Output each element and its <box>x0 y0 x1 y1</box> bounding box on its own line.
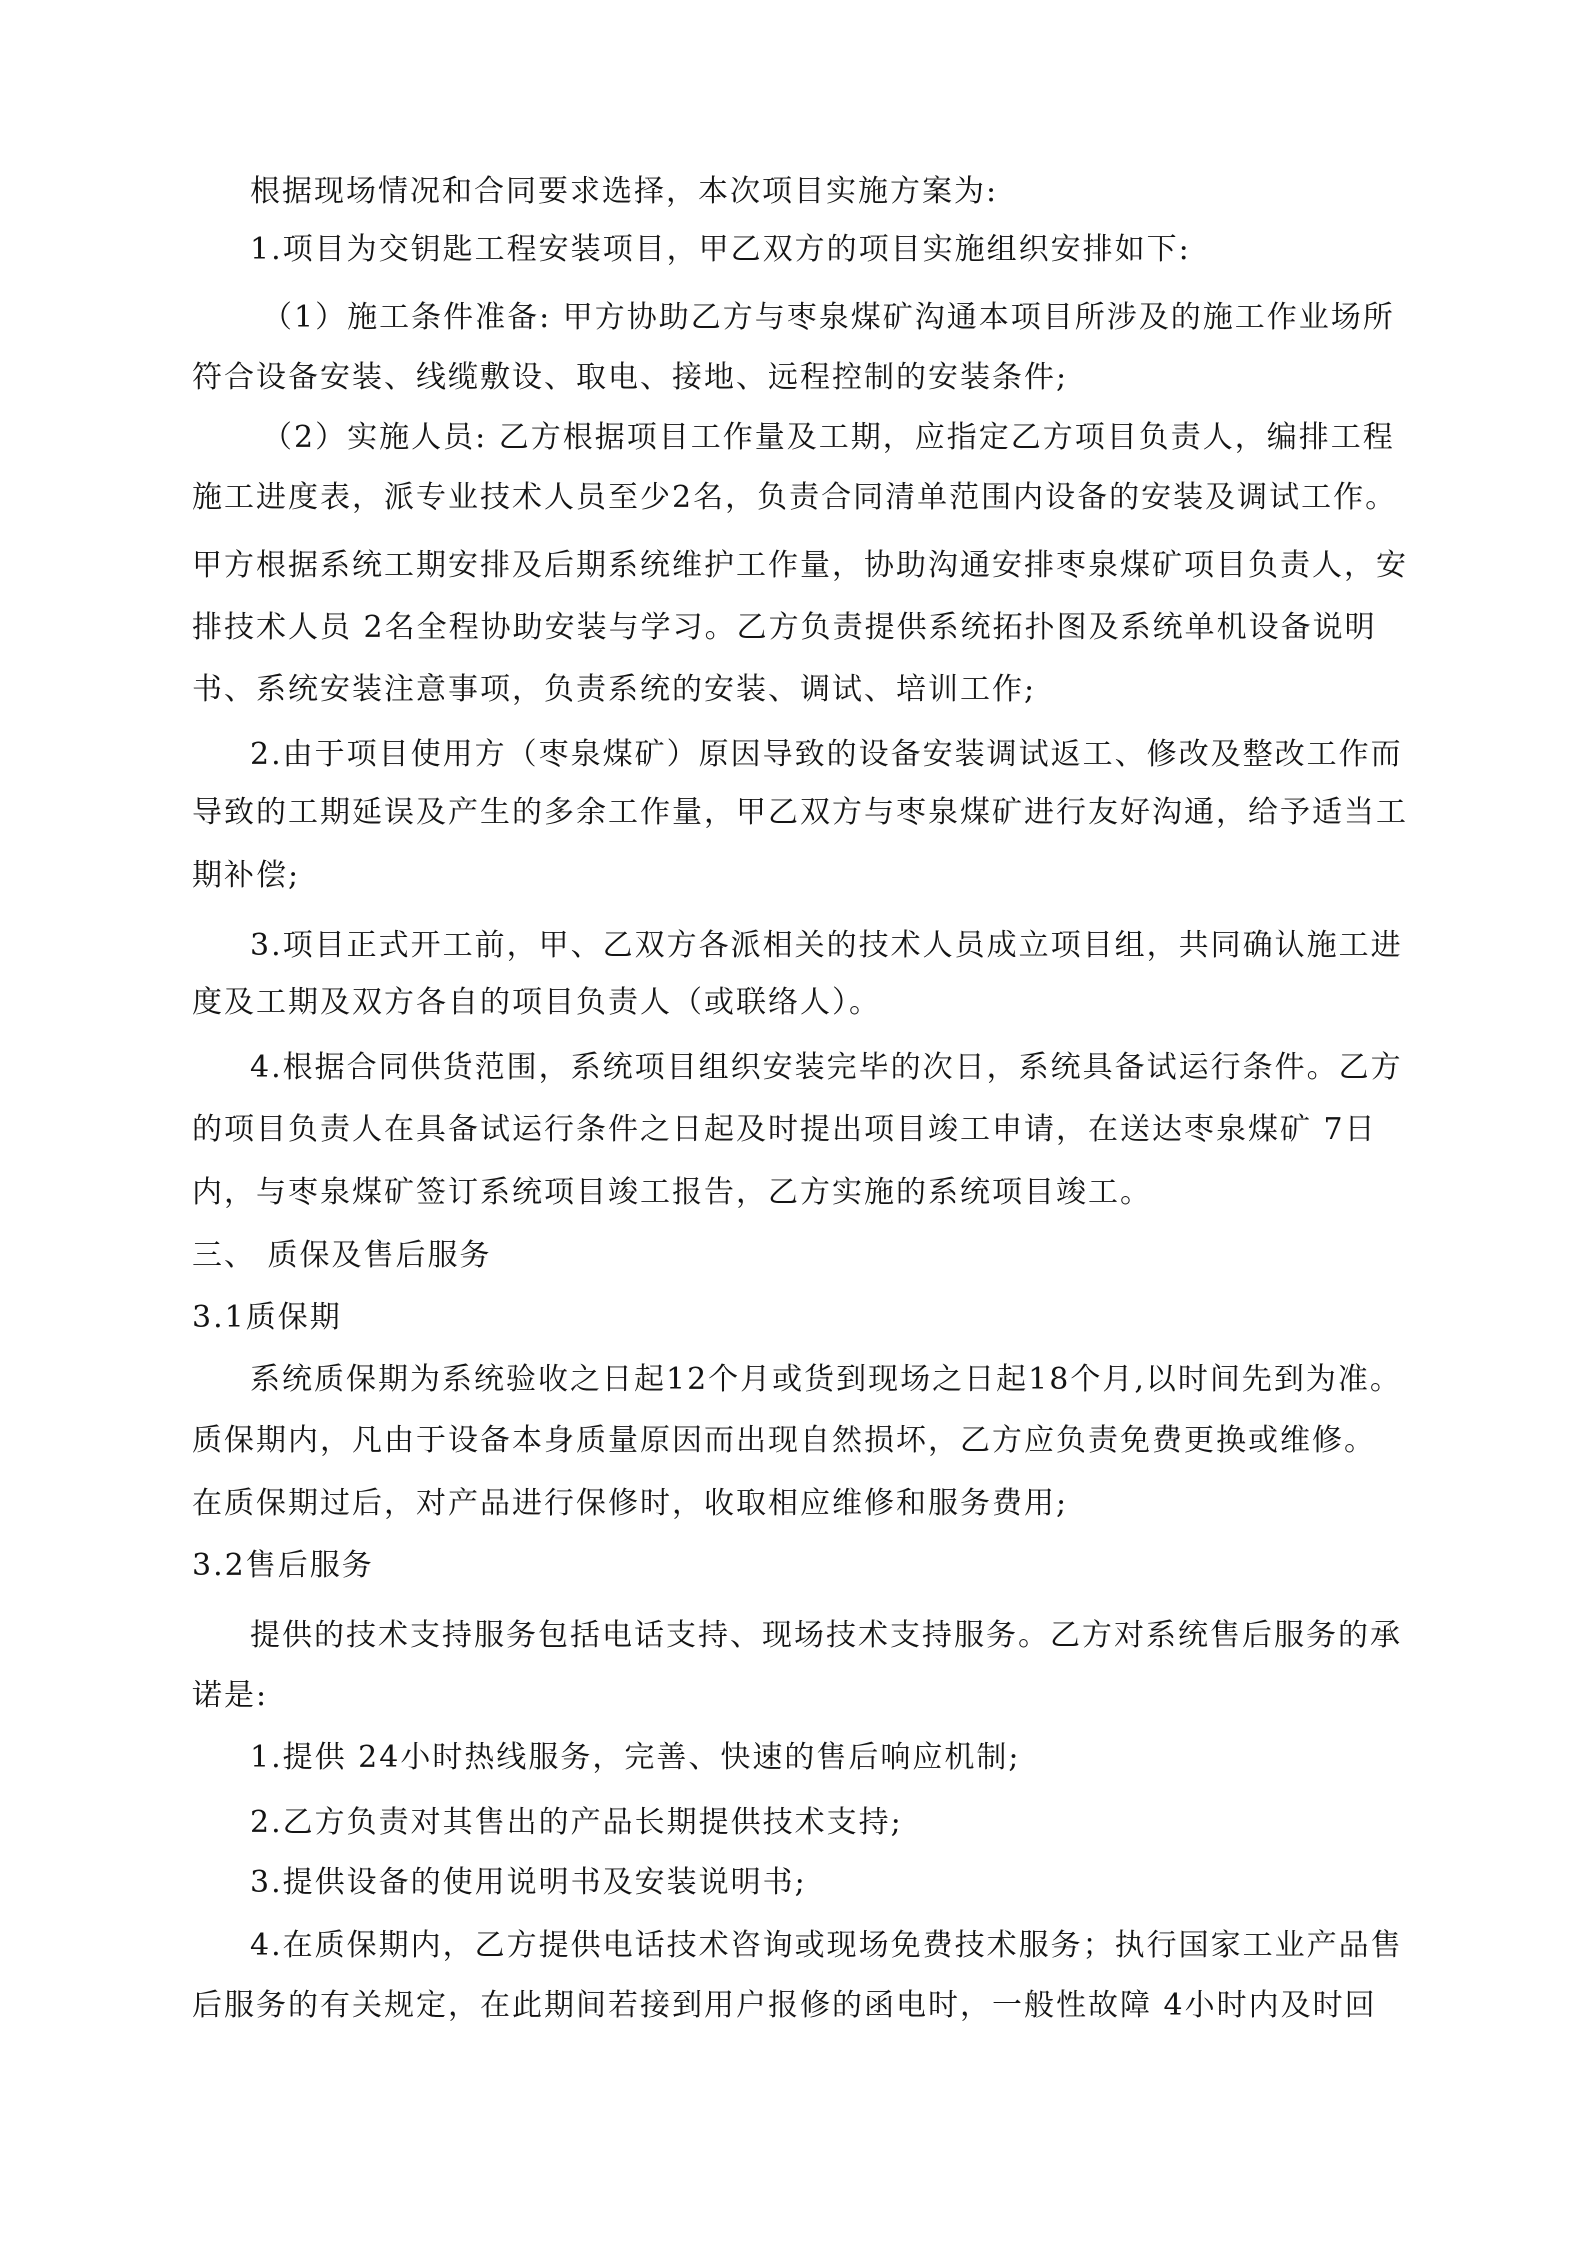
section-3-1-line-2: 质保期内，凡由于设备本身质量原因而出现自然损坏，乙方应负责免费更换或维修。 <box>192 1423 1376 1458</box>
section-3-1-line-1: 系统质保期为系统验收之日起12个月或货到现场之日起18个月,以时间先到为准。 <box>250 1362 1402 1397</box>
sub-item-2-line-2: 施工进度表，派专业技术人员至少2名，负责合同清单范围内设备的安装及调试工作。 <box>192 480 1398 515</box>
item-4-line-3: 内，与枣泉煤矿签订系统项目竣工报告，乙方实施的系统项目竣工。 <box>192 1175 1152 1210</box>
section-3-2-line-1: 提供的技术支持服务包括电话支持、现场技术支持服务。乙方对系统售后服务的承 <box>250 1618 1402 1653</box>
item-2-line-1: 2.由于项目使用方（枣泉煤矿）原因导致的设备安装调试返工、修改及整改工作而 <box>250 737 1403 772</box>
service-item-3: 3.提供设备的使用说明书及安装说明书; <box>250 1865 807 1900</box>
service-item-4-line-2: 后服务的有关规定，在此期间若接到用户报修的函电时，一般性故障 4小时内及时回 <box>192 1988 1377 2023</box>
section-3-heading: 三、 质保及售后服务 <box>192 1238 492 1273</box>
service-item-4-line-1: 4.在质保期内，乙方提供电话技术咨询或现场免费技术服务；执行国家工业产品售 <box>250 1928 1403 1963</box>
section-3-2-line-2: 诺是: <box>192 1678 269 1713</box>
sub-item-1-line-2: 符合设备安装、线缆敷设、取电、接地、远程控制的安装条件; <box>192 360 1069 395</box>
section-3-2-heading: 3.2售后服务 <box>192 1548 374 1583</box>
item-2-line-2: 导致的工期延误及产生的多余工作量，甲乙双方与枣泉煤矿进行友好沟通，给予适当工 <box>192 795 1408 830</box>
item-3-line-2: 度及工期及双方各自的项目负责人（或联络人）。 <box>192 985 881 1020</box>
intro-paragraph: 根据现场情况和合同要求选择，本次项目实施方案为: <box>250 174 999 209</box>
service-item-1: 1.提供 24小时热线服务，完善、快速的售后响应机制; <box>250 1740 1021 1775</box>
section-3-1-heading: 3.1质保期 <box>192 1300 342 1335</box>
item-4-line-2: 的项目负责人在具备试运行条件之日起及时提出项目竣工申请，在送达枣泉煤矿 7日 <box>192 1112 1377 1147</box>
service-item-2: 2.乙方负责对其售出的产品长期提供技术支持; <box>250 1805 903 1840</box>
item-3-line-1: 3.项目正式开工前，甲、乙双方各派相关的技术人员成立项目组，共同确认施工进 <box>250 928 1403 963</box>
item-1: 1.项目为交钥匙工程安装项目，甲乙双方的项目实施组织安排如下: <box>250 232 1191 267</box>
sub-item-2-line-3: 甲方根据系统工期安排及后期系统维护工作量，协助沟通安排枣泉煤矿项目负责人，安 <box>192 548 1408 583</box>
item-4-line-1: 4.根据合同供货范围，系统项目组织安装完毕的次日，系统具备试运行条件。乙方 <box>250 1050 1403 1085</box>
sub-item-1-line-1: （1）施工条件准备: 甲方协助乙方与枣泉煤矿沟通本项目所涉及的施工作业场所 <box>262 300 1395 335</box>
sub-item-2-line-1: （2）实施人员: 乙方根据项目工作量及工期，应指定乙方项目负责人，编排工程 <box>262 420 1395 455</box>
sub-item-2-line-5: 书、系统安装注意事项，负责系统的安装、调试、培训工作; <box>192 672 1037 707</box>
sub-item-2-line-4: 排技术人员 2名全程协助安装与学习。乙方负责提供系统拓扑图及系统单机设备说明 <box>192 610 1377 645</box>
section-3-1-line-3: 在质保期过后，对产品进行保修时，收取相应维修和服务费用; <box>192 1486 1069 1521</box>
item-2-line-3: 期补偿; <box>192 858 301 893</box>
